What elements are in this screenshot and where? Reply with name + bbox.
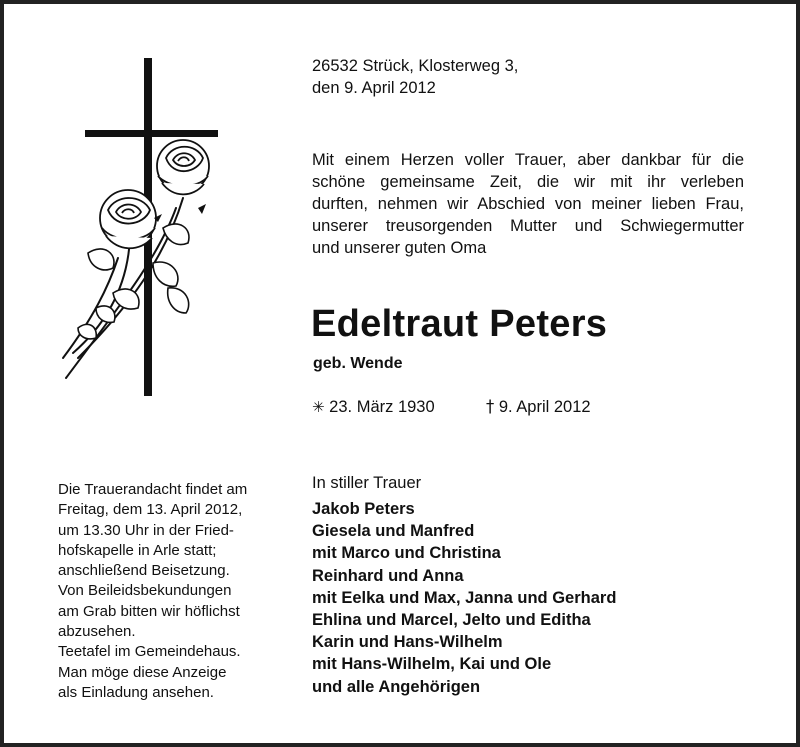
notice-line: Man möge diese Anzeige bbox=[58, 663, 227, 681]
death-date: 9. April 2012 bbox=[498, 398, 591, 416]
intro-line: unserer treusorgenden Mutter und Schwiegermutter bbox=[312, 217, 744, 235]
mourner-line: und alle Angehörigen bbox=[312, 677, 481, 696]
cross-with-roses-icon bbox=[58, 58, 218, 398]
intro-line: durften, nehmen wir Abschied von meiner lieben Frau, bbox=[312, 195, 744, 213]
mourner-line: mit Eelka und Max, Janna und Gerhard bbox=[312, 588, 617, 607]
intro-line: schöne gemeinsame Zeit, die wir mit ihr verleben bbox=[312, 173, 744, 191]
notice-line: anschließend Beisetzung. bbox=[58, 562, 230, 580]
deceased-name: Edeltraut Peters bbox=[311, 303, 608, 345]
mourner-line: Jakob Peters bbox=[312, 500, 415, 518]
notice-line: Von Beileidsbekundungen bbox=[58, 582, 232, 600]
mourner-line: mit Hans-Wilhelm, Kai und Ole bbox=[312, 655, 552, 674]
mourners-heading: In stiller Trauer bbox=[312, 474, 422, 492]
intro-line: und unserer guten Oma bbox=[312, 239, 487, 257]
mourners-list bbox=[312, 498, 616, 698]
death-date-block bbox=[486, 396, 591, 418]
notice-line: um 13.30 Uhr in der Fried- bbox=[58, 521, 234, 539]
mourner-line: Giesela und Manfred bbox=[312, 522, 475, 541]
notice-line: abzusehen. bbox=[58, 623, 136, 641]
notice-line: am Grab bitten wir höflichst bbox=[58, 602, 240, 620]
intro-text bbox=[312, 149, 744, 259]
life-dates bbox=[312, 396, 435, 418]
death-cross-icon: † bbox=[486, 397, 495, 416]
mourner-line: mit Marco und Christina bbox=[312, 544, 501, 563]
notice-line: hofskapelle in Arle statt; bbox=[58, 541, 217, 559]
intro-line: Mit einem Herzen voller Trauer, aber dankbar für die bbox=[312, 151, 744, 169]
maiden-name: geb. Wende bbox=[313, 355, 403, 372]
birth-star-icon: ✳ bbox=[312, 398, 325, 416]
mourner-line: Reinhard und Anna bbox=[312, 566, 464, 585]
date-line: den 9. April 2012 bbox=[312, 79, 436, 97]
address-line: 26532 Strück, Klosterweg 3, bbox=[312, 57, 519, 75]
funeral-notice bbox=[58, 480, 247, 703]
notice-line: Freitag, dem 13. April 2012, bbox=[58, 501, 243, 519]
notice-line: Die Trauerandacht findet am bbox=[58, 481, 248, 498]
notice-line: als Einladung ansehen. bbox=[58, 683, 214, 701]
birth-date: 23. März 1930 bbox=[329, 398, 435, 416]
notice-line: Teetafel im Gemeindehaus. bbox=[58, 643, 241, 661]
address-block bbox=[312, 55, 518, 99]
mourner-line: Karin und Hans-Wilhelm bbox=[312, 633, 503, 652]
mourner-line: Ehlina und Marcel, Jelto und Editha bbox=[312, 611, 591, 630]
